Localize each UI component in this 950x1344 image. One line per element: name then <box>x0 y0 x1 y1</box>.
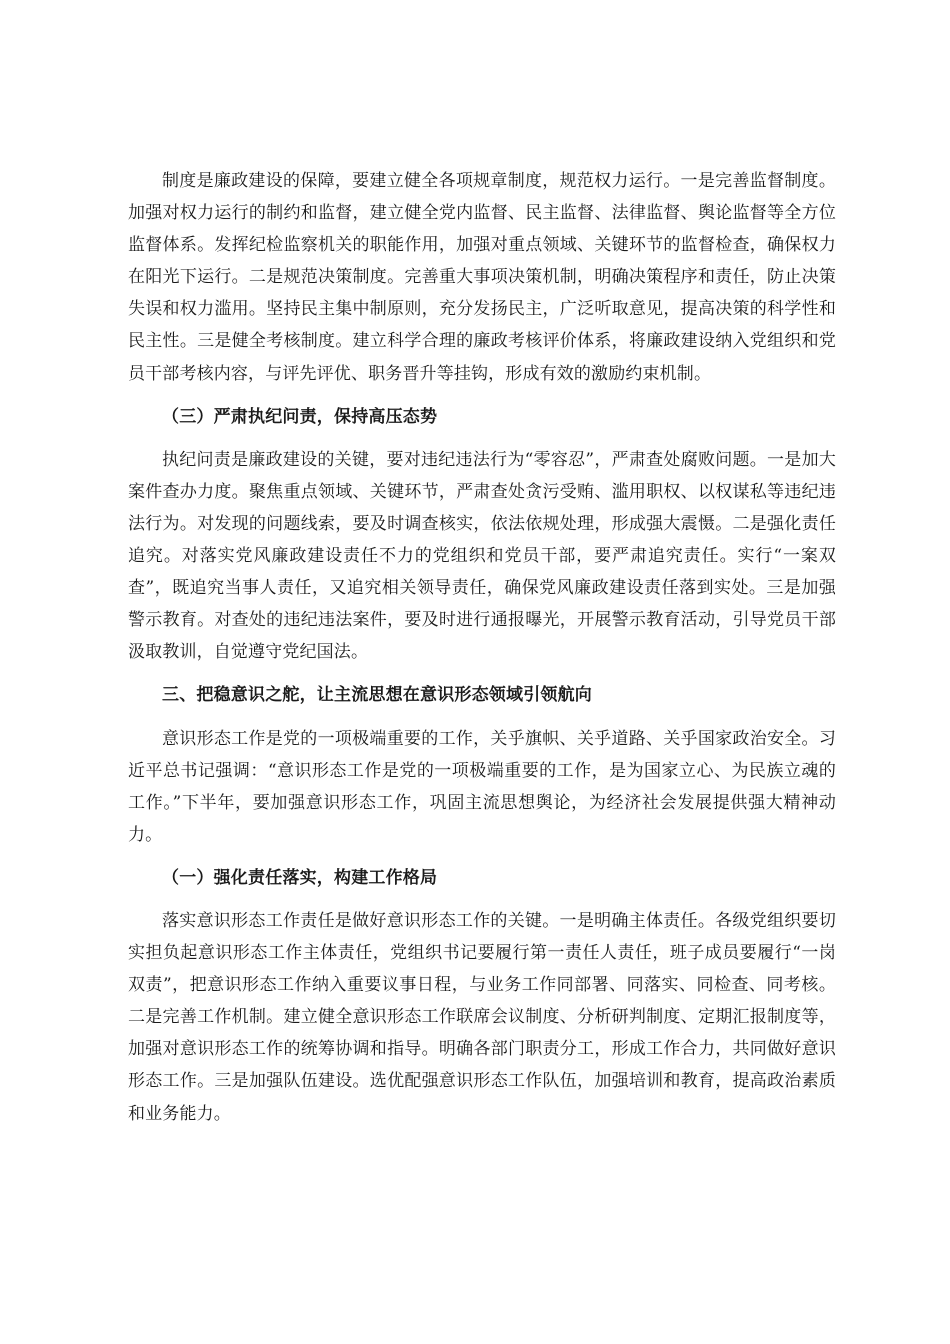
paragraph-discipline: 执纪问责是廉政建设的关键，要对违纪违法行为“零容忍”，严肃查处腐败问题。一是加大案件查办力度。聚焦重点领域、关键环节，严肃查处贪污受贿、滥用职权、以权谋私等违纪违法行为。对发现的问题线索，要及时调查核实，依法依规处理，形成强大震慑。二是强化责任追究。对落实党风廉政建设责任不力的党组织和党员干部，要严肃追究责任。实行“一案双查”，既追究当事人责任，又追究相关领导责任，确保党风廉政建设责任落到实处。三是加强警示教育。对查处的违纪违法案件，要及时进行通报曝光，开展警示教育活动，引导党员干部汲取教训，自觉遵守党纪国法。 <box>128 449 836 663</box>
section-heading-ideology: 三、把稳意识之舵，让主流思想在意识形态领域引领航向 <box>162 685 592 706</box>
subheading-discipline: （三）严肃执纪问责，保持高压态势 <box>162 406 438 427</box>
subheading-responsibility: （一）强化责任落实，构建工作格局 <box>162 867 438 888</box>
document-body <box>128 165 836 1130</box>
paragraph-ideology: 意识形态工作是党的一项极端重要的工作，关乎旗帜、关乎道路、关乎国家政治安全。习近平总书记强调：“意识形态工作是党的一项极端重要的工作，是为国家立心、为民族立魂的工作。”下半年，要加强意识形态工作，巩固主流思想舆论，为经济社会发展提供强大精神动力。 <box>128 728 836 845</box>
paragraph-responsibility: 落实意识形态工作责任是做好意识形态工作的关键。一是明确主体责任。各级党组织要切实担负起意识形态工作主体责任，党组织书记要履行第一责任人责任，班子成员要履行“一岗双责”，把意识形态工作纳入重要议事日程，与业务工作同部署、同落实、同检查、同考核。二是完善工作机制。建立健全意识形态工作联席会议制度、分析研判制度、定期汇报制度等，加强对意识形态工作的统筹协调和指导。明确各部门职责分工，形成工作合力，共同做好意识形态工作。三是加强队伍建设。选优配强意识形态工作队伍，加强培训和教育，提高政治素质和业务能力。 <box>128 910 836 1124</box>
paragraph-system-building: 制度是廉政建设的保障，要建立健全各项规章制度，规范权力运行。一是完善监督制度。加强对权力运行的制约和监督，建立健全党内监督、民主监督、法律监督、舆论监督等全方位监督体系。发挥纪检监察机关的职能作用，加强对重点领域、关键环节的监督检查，确保权力在阳光下运行。二是规范决策制度。完善重大事项决策机制，明确决策程序和责任，防止决策失误和权力滥用。坚持民主集中制原则，充分发扬民主，广泛听取意见，提高决策的科学性和民主性。三是健全考核制度。建立科学合理的廉政考核评价体系，将廉政建设纳入党组织和党员干部考核内容，与评先评优、职务晋升等挂钩，形成有效的激励约束机制。 <box>128 171 836 384</box>
